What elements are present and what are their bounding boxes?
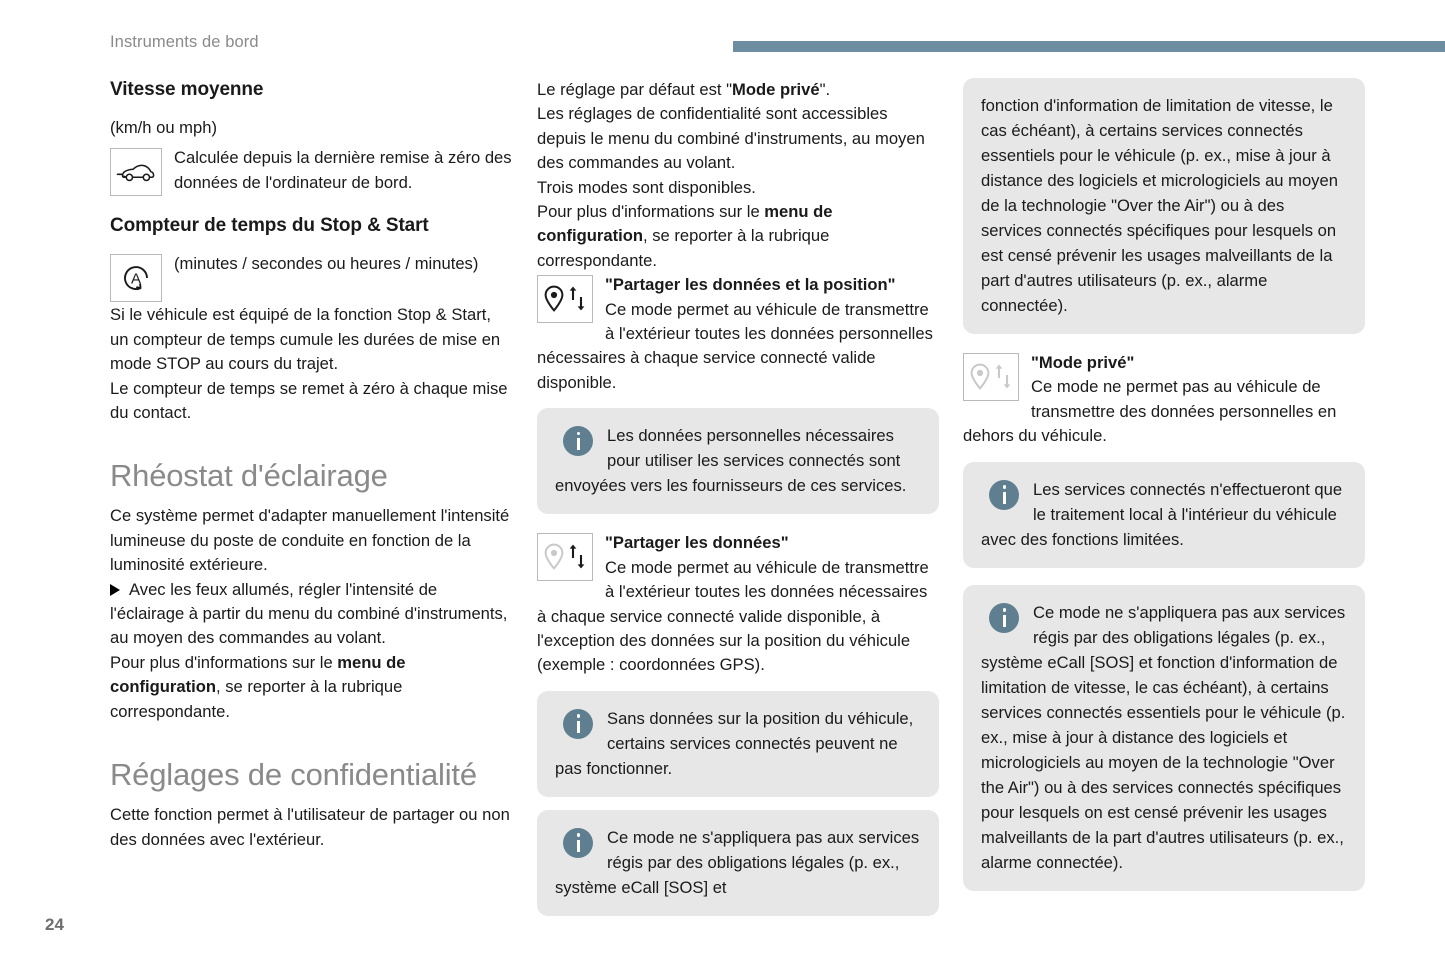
intro-line-1-bold: Mode privé	[732, 80, 820, 99]
mode-private-text	[963, 351, 1365, 449]
info-icon	[563, 709, 593, 739]
intro-line-2: Les réglages de confidentialité sont accessibles depuis le menu du combiné d'instruments, au moyen des commandes au volant.	[537, 104, 925, 173]
info-note-1-text: Les données personnelles nécessaires pour utiliser les services connectés sont envoyées vers les fournisseurs de ces services.	[555, 426, 907, 496]
info-note-4	[963, 462, 1365, 568]
rheostat-para-2-b: , se reporter à la rubrique correspondante.	[110, 677, 403, 721]
stop-start-a-icon	[110, 254, 162, 302]
info-note-2	[537, 691, 939, 797]
info-icon	[989, 603, 1019, 633]
mode-share-data-position-title: "Partager les données et la position"	[605, 275, 896, 295]
title-rheostat-eclairage: Rhéostat d'éclairage	[110, 458, 388, 494]
page-number: 24	[45, 915, 64, 934]
info-note-3	[537, 810, 939, 916]
mode-private-block	[963, 351, 1365, 449]
mode-share-data-title: "Partager les données"	[605, 533, 789, 553]
stop-start-para-2: Le compteur de temps se remet à zéro à chaque mise du contact.	[110, 378, 508, 423]
intro-line-4-b: , se reporter à la rubrique correspondante.	[537, 226, 830, 270]
stop-start-para-1: Si le véhicule est équipé de la fonction Stop & Start, un compteur de temps cumule les durées de mise en mode STOP au cours du trajet.	[110, 305, 501, 374]
pin-arrows-group	[543, 542, 587, 572]
intro-line-1-a: Le réglage par défaut est "	[537, 80, 733, 99]
intro-line-1-b: ".	[819, 80, 831, 99]
rheostat-bullet-1	[110, 578, 512, 651]
triangle-bullet-icon	[110, 584, 120, 596]
info-note-1	[537, 408, 939, 514]
column-middle	[537, 78, 939, 916]
mode-private-title: "Mode privé"	[1031, 353, 1135, 372]
intro-line-4-bold: menu de configuration	[537, 202, 833, 246]
info-note-3-continued	[963, 78, 1365, 334]
heading-compteur-stop-start: Compteur de temps du Stop & Start	[110, 215, 429, 237]
info-icon	[989, 480, 1019, 510]
share-data-and-position-icon	[537, 275, 593, 323]
column-left	[110, 78, 512, 852]
info-note-3-continued-text: fonction d'information de limitation de vitesse, le cas échéant), à certains services connectés essentiels pour le véhicule (p. ex., mise à jour à distance des logiciels et micrologiciels au moyen de la technologie "Over the Air") ou à des services connectés spécifiques pour lesquels on est censé prévenir les usages malveillants de la part d'autres utilisateurs (p. ex., alarme connectée).	[981, 96, 1338, 315]
mode-share-data-body: Ce mode permet au véhicule de transmettre à l'extérieur toutes les données nécessaires à chaque service connecté valide disponible, à l'exception des données sur la position du véhicule (exemple : coordonnées GPS).	[537, 557, 929, 675]
private-mode-icon	[963, 353, 1019, 401]
mode-share-data-position-block	[537, 273, 939, 395]
average-speed-block	[110, 146, 512, 197]
stop-start-block	[110, 252, 512, 303]
title-reglages-confidentialite: Réglages de confidentialité	[110, 757, 477, 793]
info-note-5-text: Ce mode ne s'appliquera pas aux services régis par des obligations légales (p. ex., système eCall [SOS] et fonction d'information de limitation de vitesse, le cas échéant), à certains services connectés essentiels pour le véhicule (p. ex., mise à jour à distance des logiciels et micrologiciels au moyen de la technologie "Over the Air") ou à des services connectés spécifiques pour lesquels on est censé prévenir les usages malveillants de la part d'autres utilisateurs (p. ex., alarme connectée).	[981, 602, 1346, 872]
stop-start-units: (minutes / secondes ou heures / minutes)	[174, 254, 479, 274]
rheostat-para-1: Ce système permet d'adapter manuellement l'intensité lumineuse du poste de conduite en fonction de la luminosité extérieure.	[110, 506, 510, 575]
pin-arrows-group	[969, 362, 1013, 392]
info-icon	[563, 426, 593, 456]
intro-line-4	[537, 200, 939, 273]
info-note-4-text: Les services connectés n'effectueront que le traitement local à l'intérieur du véhicule avec des fonctions limitées.	[981, 479, 1343, 549]
rheostat-para-2-bold: menu de configuration	[110, 652, 406, 697]
average-speed-car-icon	[110, 148, 162, 196]
page-header	[0, 0, 1445, 62]
info-note-5	[963, 585, 1365, 891]
intro-line-3: Trois modes sont disponibles.	[537, 177, 756, 197]
average-speed-text: Calculée depuis la dernière remise à zéro des données de l'ordinateur de bord.	[174, 148, 512, 192]
rheostat-para-2	[110, 651, 512, 724]
intro-line-4-a: Pour plus d'informations sur le	[537, 202, 765, 222]
column-right	[963, 78, 1365, 891]
intro-line-1	[537, 78, 939, 102]
heading-vitesse-moyenne: Vitesse moyenne	[110, 79, 264, 100]
confidentialite-para-1: Cette fonction permet à l'utilisateur de partager ou non des données avec l'extérieur.	[110, 805, 510, 849]
mode-share-data-position-text	[537, 273, 939, 395]
mode-share-data-text	[537, 531, 939, 677]
info-icon	[563, 828, 593, 858]
share-data-icon	[537, 533, 593, 581]
pin-arrows-group	[543, 284, 587, 314]
units-vitesse-moyenne: (km/h ou mph)	[110, 118, 217, 137]
mode-share-data-position-body: Ce mode permet au véhicule de transmettre à l'extérieur toutes les données personnelles nécessaires à chaque service connecté valide disponible.	[537, 299, 933, 392]
svg-text:A: A	[130, 270, 142, 288]
mode-share-data-block	[537, 531, 939, 677]
info-note-2-text: Sans données sur la position du véhicule, certains services connectés peuvent ne pas fonctionner.	[555, 708, 914, 778]
header-rule	[733, 41, 1445, 52]
info-note-3-text: Ce mode ne s'appliquera pas aux services régis par des obligations légales (p. ex., système eCall [SOS] et	[555, 827, 920, 897]
running-head: Instruments de bord	[110, 33, 259, 51]
mode-private-body: Ce mode ne permet pas au véhicule de transmettre des données personnelles en dehors du véhicule.	[963, 377, 1337, 446]
rheostat-bullet-1-text: Avec les feux allumés, régler l'intensité de l'éclairage à partir du menu du combiné d'instruments, au moyen des commandes au volant.	[110, 579, 508, 648]
rheostat-para-2-a: Pour plus d'informations sur le	[110, 652, 338, 672]
